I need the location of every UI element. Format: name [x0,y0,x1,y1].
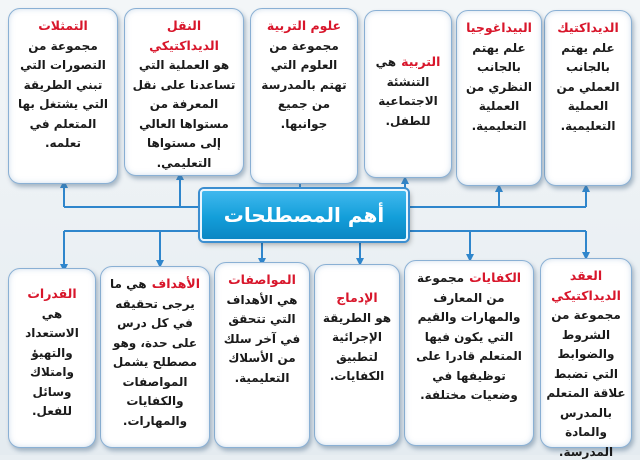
box-pedagogy [456,10,542,186]
desc-specifications: هي الأهداف التي تتحقق في آخر سلك من الأسلاك التعليمية. [223,292,301,385]
term-abilities: القدرات [27,286,77,301]
box-integration [314,264,400,446]
term-education-sciences: علوم التربية [266,18,342,33]
term-specifications: المواصفات [228,272,296,287]
desc-didactic-contract: مجموعة من الشروط والضوابط التي تضبط علاقة المتعلم بالمدرس والمادة المدرسة. [546,308,626,459]
desc-competencies: مجموعة من المعارف والمهارات والقيم التي يكون فيها المتعلم قادرا على توظيفها في وضعيات مختلفة. [416,271,522,403]
box-didactic-transposition [124,8,244,176]
box-education-sciences [250,8,358,184]
center-title: أهم المصطلحات [223,203,385,227]
desc-integration: هو الطريقة الإجرائية لتطبيق الكفايات. [322,310,392,384]
desc-pedagogy: علم يهتم بالجانب النظري من العملية التعليمية. [465,40,533,133]
desc-representations: مجموعة من التصورات التي تبني الطريقة التي يشتغل بها المتعلم في تعلمه. [17,38,109,151]
term-pedagogy: البيداغوجيا [466,20,532,35]
term-didactics: الديداكتيك [557,20,619,35]
term-integration: الإدماج [336,290,378,305]
center-title-banner [200,189,408,241]
term-education: التربية [401,54,441,69]
term-didactic-contract: العقد الديداكتيكي [551,268,621,303]
term-objectives: الأهداف [151,276,200,291]
box-abilities [8,268,96,448]
box-representations [8,8,118,184]
term-competencies: الكفايات [469,270,522,285]
box-competencies [404,260,534,446]
box-didactics [544,10,632,186]
box-education [364,10,452,178]
desc-didactics: علم يهتم بالجانب العملي من العملية التعليمية. [556,40,620,133]
desc-education-sciences: مجموعة من العلوم التي تهتم بالمدرسة من جميع جوانبها. [261,38,347,131]
desc-didactic-transposition: هو العملية التي تساعدنا على نقل المعرفة من مستواها العالي إلى مستواها التعليمي. [132,58,236,170]
term-didactic-transposition: النقل الديداكتيكي [149,18,219,53]
term-representations: التمثلات [38,18,88,33]
box-specifications [214,262,310,448]
box-objectives [100,266,210,448]
desc-objectives: هي ما يرجى تحقيقه في كل درس على حدة، وهو مصطلح يشمل المواصفات والكفايات والمهارات. [110,277,198,428]
box-didactic-contract [540,258,632,459]
desc-abilities: هي الاستعداد والتهيؤ وامتلاك وسائل للفعل. [25,306,79,419]
desc-education: هي التنشئة الاجتماعية للطفل. [375,55,438,128]
